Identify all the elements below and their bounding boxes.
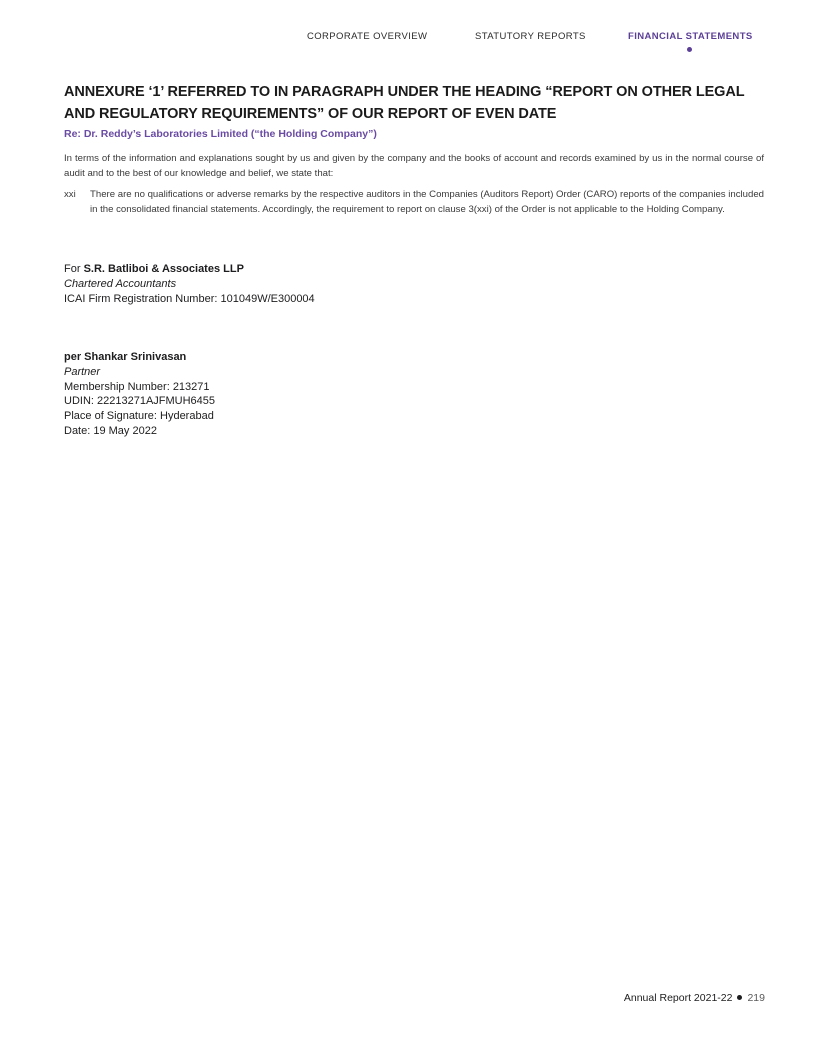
signatory-title: Partner [64, 365, 101, 378]
nav-financial-statements[interactable]: FINANCIAL STATEMENTS [628, 31, 753, 42]
top-navigation [0, 31, 820, 55]
page-footer [0, 992, 765, 1004]
bullet-separator-icon [737, 995, 742, 1000]
signatory-name: per Shankar Srinivasan [64, 351, 187, 363]
clause-xxi [64, 187, 764, 217]
place-of-signature: Place of Signature: Hyderabad [64, 410, 214, 423]
clause-number: xxi [64, 189, 76, 200]
report-title: Annual Report 2021-22 [623, 992, 733, 1004]
membership-number: Membership Number: 213271 [64, 380, 210, 393]
clause-text: There are no qualifications or adverse remarks by the respective auditors in the Companies (Auditors Report) Order (CARO) reports of the companies included in the consolidated financial statements. Accordingly, the requirement to report on clause 3(xxi) of the Order is not applicable to the Holding Company. [90, 189, 765, 215]
firm-role: Chartered Accountants [64, 277, 177, 290]
company-subheading: Re: Dr. Reddy’s Laboratories Limited (“the Holding Company”) [64, 128, 377, 140]
annexure-heading: ANNEXURE ‘1’ REFERRED TO IN PARAGRAPH UNDER THE HEADING “REPORT ON OTHER LEGAL AND REGULATORY REQUIREMENTS” OF OUR REPORT OF EVEN DATE [64, 84, 745, 122]
firm-registration: ICAI Firm Registration Number: 101049W/E300004 [64, 292, 315, 305]
nav-corporate-overview[interactable]: CORPORATE OVERVIEW [307, 31, 428, 42]
nav-statutory-reports[interactable]: STATUTORY REPORTS [475, 31, 586, 42]
firm-prefix: For [64, 263, 84, 275]
firm-name: S.R. Batliboi & Associates LLP [83, 263, 244, 275]
udin: UDIN: 22213271AJFMUH6455 [64, 395, 216, 408]
firm-line [64, 262, 315, 277]
active-section-dot-icon [687, 47, 692, 52]
page-number: 219 [747, 992, 765, 1004]
intro-paragraph: In terms of the information and explanations sought by us and given by the company and the books of account and records examined by us in the normal course of audit and to the best of our knowledge and belief, we state that: [64, 153, 764, 179]
firm-signature-block [64, 262, 315, 306]
signatory-block [64, 350, 215, 439]
signature-date: Date: 19 May 2022 [64, 424, 157, 437]
